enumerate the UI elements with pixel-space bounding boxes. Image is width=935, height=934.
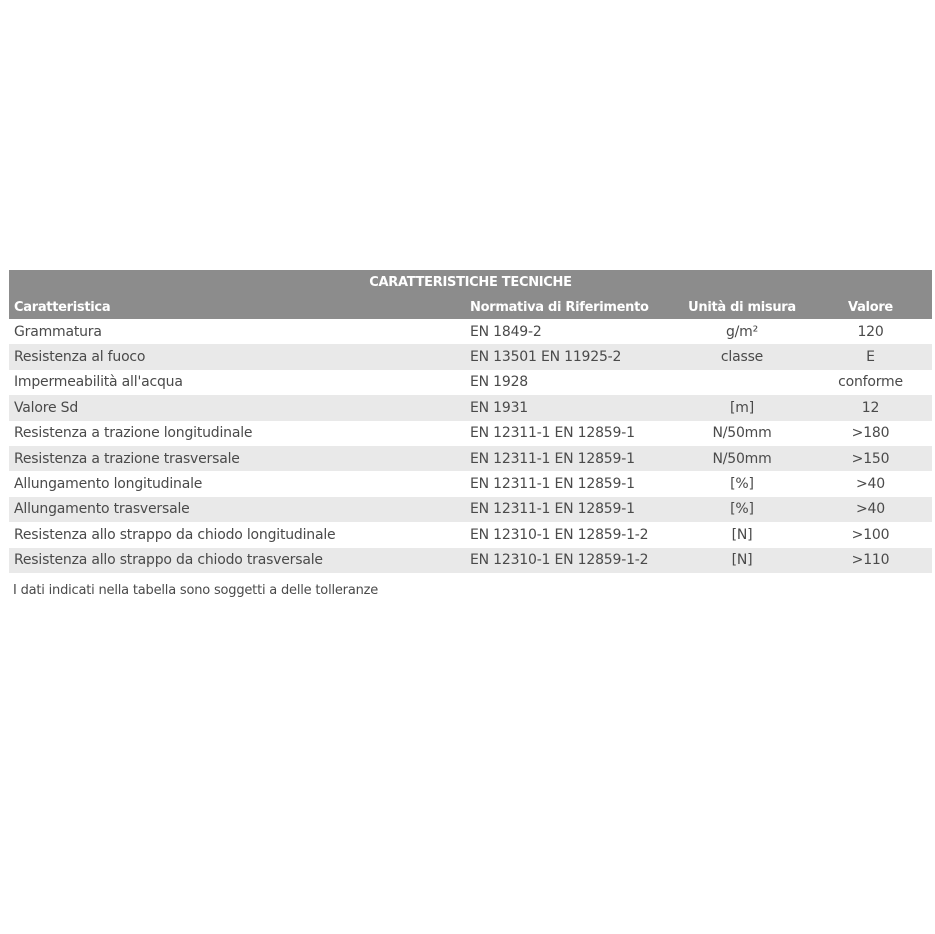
- cell-standard: EN 12310-1 EN 12859-1-2: [470, 526, 649, 543]
- cell-characteristic: Impermeabilità all'acqua: [14, 374, 183, 391]
- cell-standard: EN 13501 EN 11925-2: [470, 344, 675, 369]
- table-title: CARATTERISTICHE TECNICHE: [9, 270, 932, 295]
- cell-value: >40: [856, 476, 885, 493]
- table-row: [9, 497, 932, 522]
- cell-value: >40: [809, 497, 932, 522]
- column-header-standard: Normativa di Riferimento: [470, 295, 675, 319]
- table-row: [9, 421, 932, 446]
- table-row: [9, 395, 932, 420]
- column-header-characteristic: Caratteristica: [9, 295, 470, 319]
- cell-characteristic: Allungamento trasversale: [9, 497, 470, 522]
- table-row: [9, 446, 932, 471]
- table-row: [9, 548, 932, 573]
- cell-unit: N/50mm: [712, 425, 772, 442]
- cell-characteristic: Resistenza a trazione longitudinale: [14, 425, 253, 442]
- cell-value: >150: [809, 446, 932, 471]
- cell-standard: EN 1931: [470, 395, 675, 420]
- cell-characteristic: Grammatura: [14, 323, 102, 340]
- cell-unit: [%]: [730, 476, 754, 493]
- column-header-value: Valore: [809, 295, 932, 319]
- cell-characteristic: Allungamento longitudinale: [14, 476, 203, 493]
- cell-characteristic: Resistenza a trazione trasversale: [9, 446, 470, 471]
- cell-unit: [N]: [731, 526, 753, 543]
- cell-unit: [N]: [675, 548, 809, 573]
- cell-unit: classe: [675, 344, 809, 369]
- cell-value: >100: [851, 526, 890, 543]
- table-row: [9, 370, 932, 395]
- table-row: [9, 344, 932, 369]
- cell-standard: EN 1849-2: [470, 323, 542, 340]
- cell-standard: EN 12311-1 EN 12859-1: [470, 497, 675, 522]
- column-header-unit: Unità di misura: [675, 295, 809, 319]
- cell-unit: [675, 370, 809, 395]
- table-row: [9, 522, 932, 547]
- cell-standard: EN 12311-1 EN 12859-1: [470, 425, 635, 442]
- cell-value: >180: [851, 425, 890, 442]
- cell-standard: EN 12311-1 EN 12859-1: [470, 476, 635, 493]
- cell-value: conforme: [838, 374, 903, 391]
- table-footnote: I dati indicati nella tabella sono soggetti a delle tolleranze: [13, 583, 379, 598]
- table-header-row: [9, 295, 932, 319]
- cell-characteristic: Valore Sd: [9, 395, 470, 420]
- cell-unit: [m]: [675, 395, 809, 420]
- technical-specs-table: [9, 270, 932, 573]
- cell-characteristic: Resistenza allo strappo da chiodo longitudinale: [14, 526, 336, 543]
- table-title-row: [9, 270, 932, 295]
- cell-unit: g/m²: [725, 323, 759, 340]
- cell-characteristic: Resistenza al fuoco: [9, 344, 470, 369]
- cell-value: 12: [809, 395, 932, 420]
- cell-standard: EN 12310-1 EN 12859-1-2: [470, 548, 675, 573]
- cell-unit: [%]: [675, 497, 809, 522]
- cell-value: >110: [809, 548, 932, 573]
- table-row: [9, 471, 932, 496]
- cell-value: 120: [857, 323, 884, 340]
- cell-standard: EN 12311-1 EN 12859-1: [470, 446, 675, 471]
- table-row: [9, 319, 932, 344]
- cell-standard: EN 1928: [470, 374, 528, 391]
- cell-value: E: [809, 344, 932, 369]
- cell-characteristic: Resistenza allo strappo da chiodo trasversale: [9, 548, 470, 573]
- cell-unit: N/50mm: [675, 446, 809, 471]
